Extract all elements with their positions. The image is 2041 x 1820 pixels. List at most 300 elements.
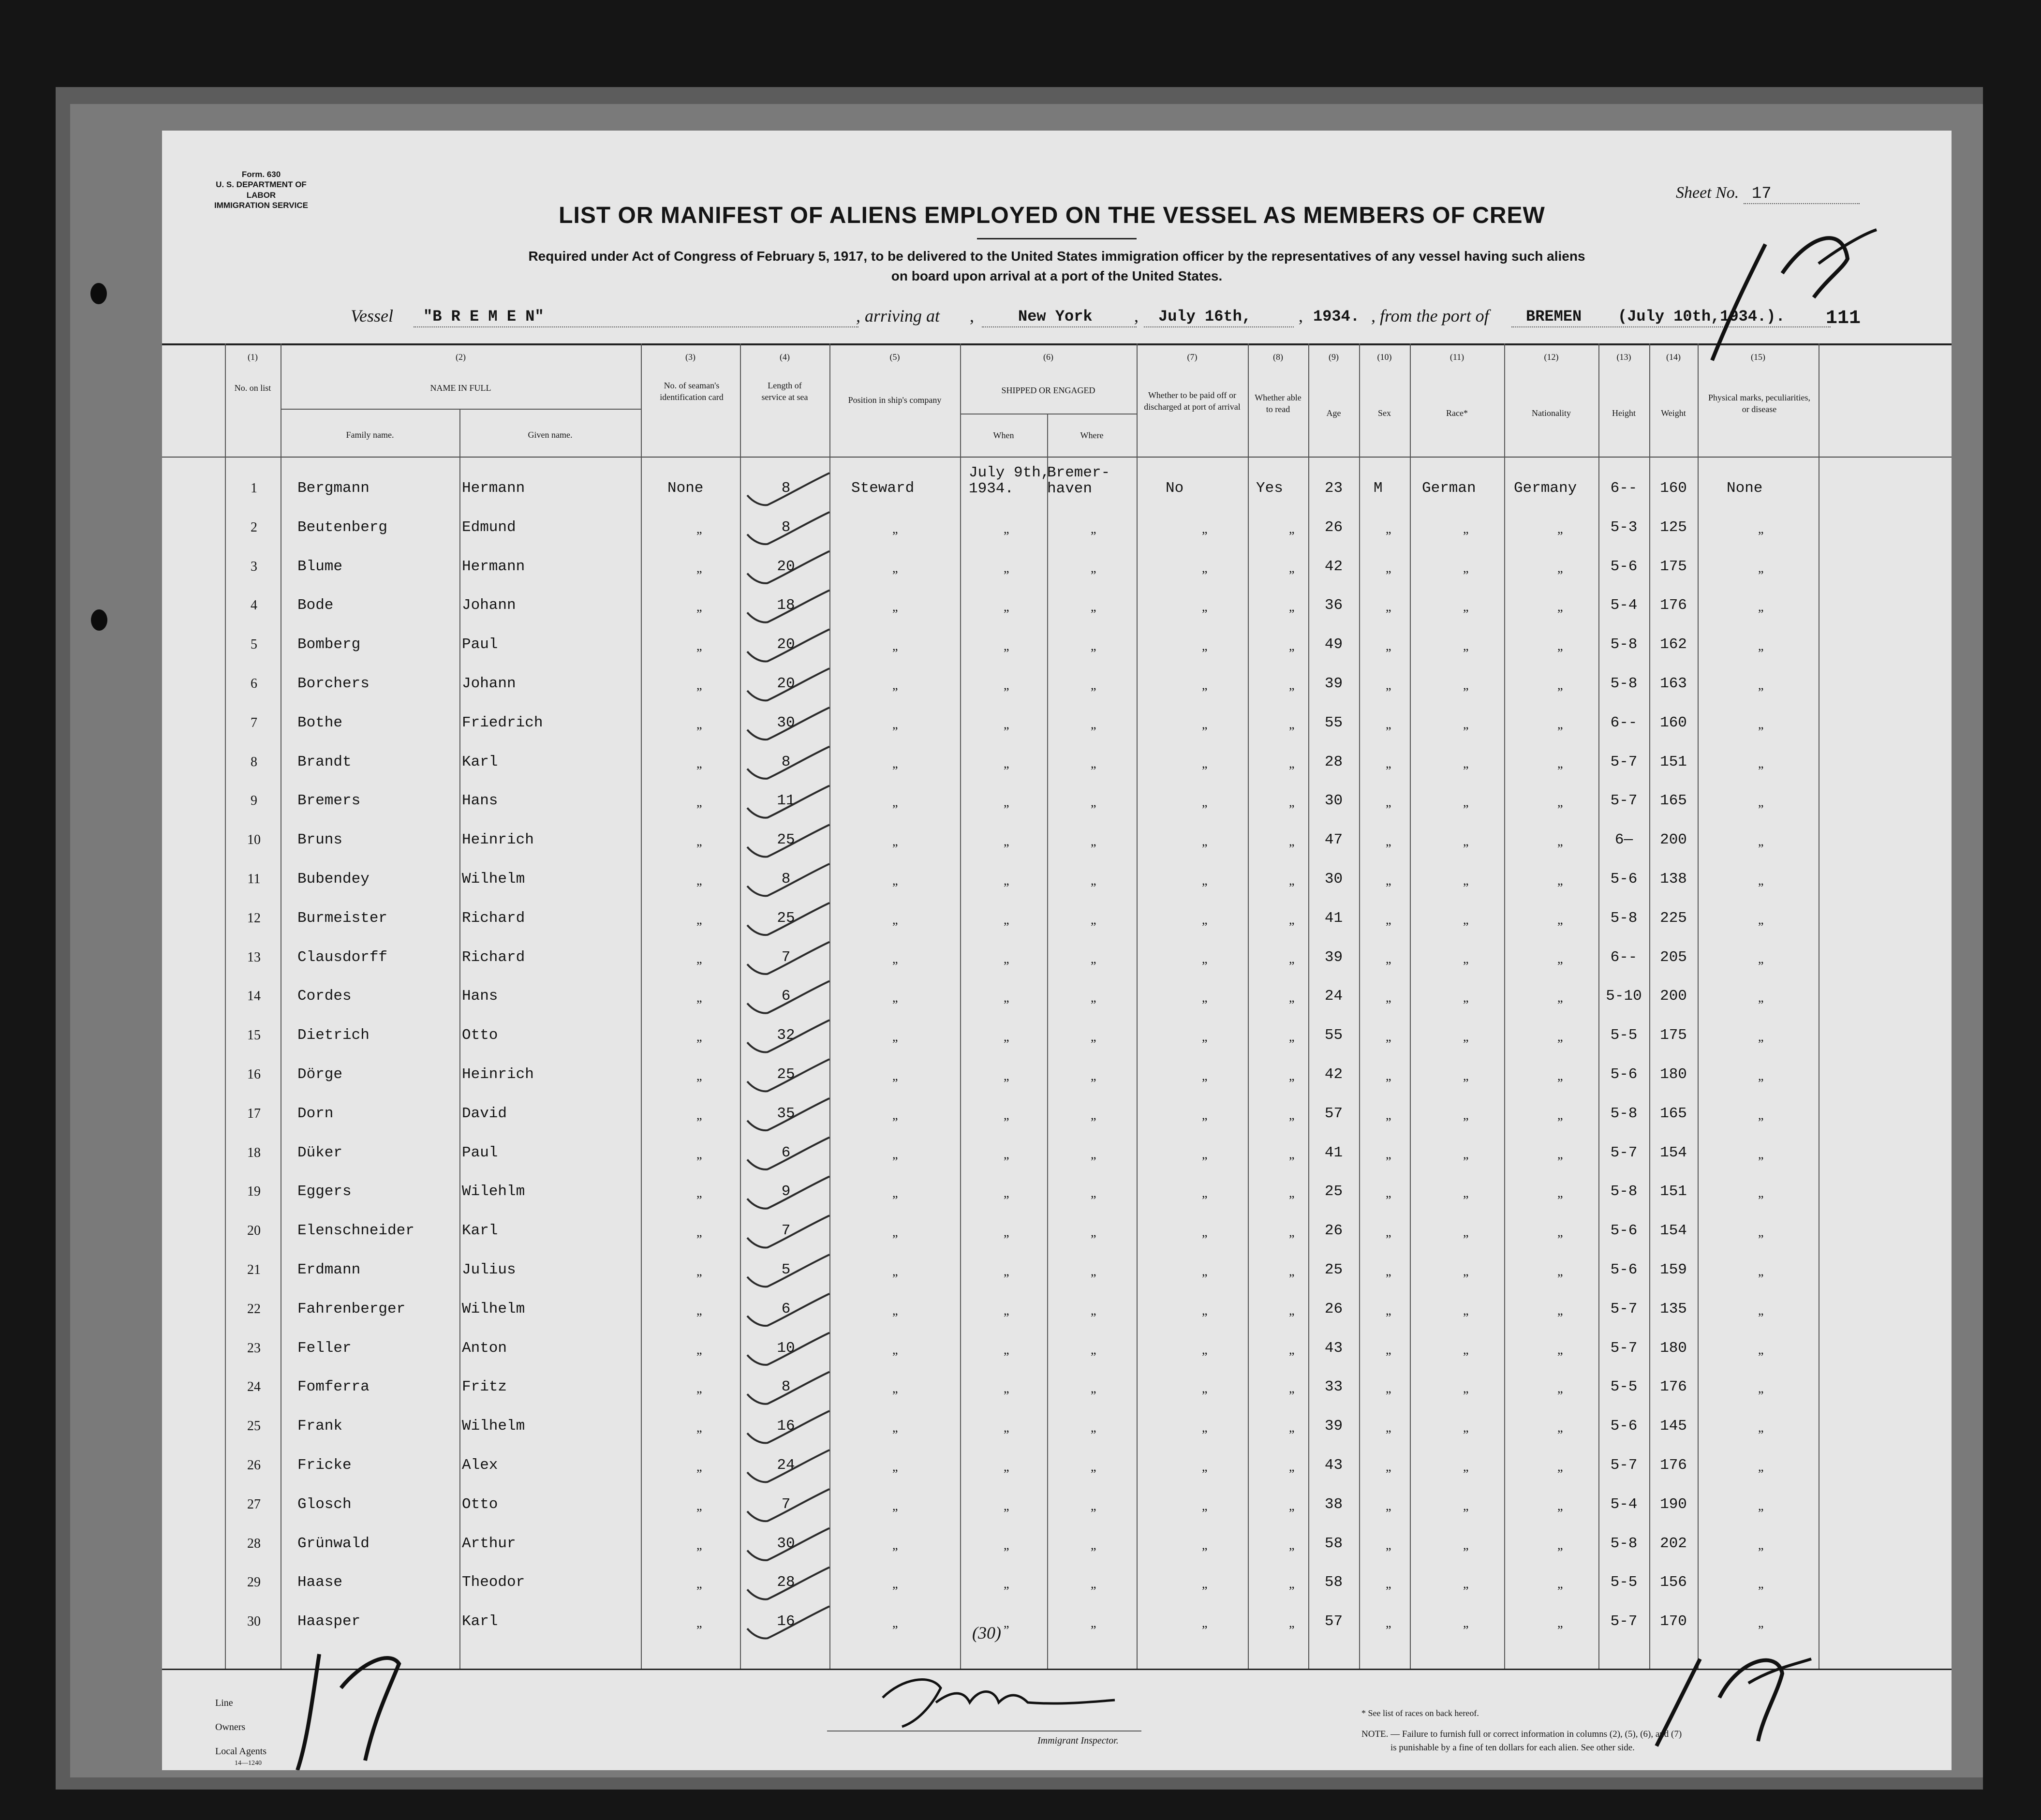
weight: 145 — [1660, 1418, 1687, 1435]
service-length: 16 — [777, 1418, 795, 1435]
height: 6-- — [1610, 949, 1638, 966]
service-length: 9 — [781, 1183, 791, 1200]
sheet-number-value: 17 — [1751, 185, 1772, 203]
ditto-mark-sex: „ — [1386, 639, 1391, 653]
ditto-mark-nationality: „ — [1557, 561, 1563, 575]
given-name: Hans — [462, 988, 498, 1005]
ditto-mark-race: „ — [1463, 1616, 1469, 1630]
ditto-mark-where: „ — [1091, 1264, 1096, 1278]
ditto-mark-marks: „ — [1758, 1460, 1764, 1474]
ditto-mark-nationality: „ — [1557, 756, 1563, 770]
ditto-mark-when: „ — [1004, 1108, 1009, 1122]
height: 5-6 — [1610, 558, 1638, 575]
height: 5-7 — [1610, 1301, 1638, 1317]
ditto-mark-able-read: „ — [1289, 834, 1295, 848]
ditto-mark-id-card: „ — [696, 834, 702, 848]
ditto-mark-paid-off: „ — [1202, 522, 1208, 536]
family-name: Clausdorff — [297, 949, 388, 966]
family-name: Bothe — [297, 714, 343, 731]
ditto-mark-position: „ — [892, 678, 898, 692]
age: 42 — [1324, 558, 1343, 575]
ditto-mark-position: „ — [892, 1577, 898, 1591]
ditto-mark-position: „ — [892, 1264, 898, 1278]
ditto-mark-paid-off: „ — [1202, 1030, 1208, 1044]
ditto-mark-paid-off: „ — [1202, 1538, 1208, 1552]
age: 43 — [1324, 1340, 1343, 1357]
height: 5-7 — [1610, 1613, 1638, 1630]
ditto-mark-nationality: „ — [1557, 1108, 1563, 1122]
ditto-mark-where: „ — [1091, 756, 1096, 770]
ditto-mark-marks: „ — [1758, 1499, 1764, 1513]
check-mark — [747, 903, 829, 935]
ditto-mark-able-read: „ — [1289, 639, 1295, 653]
ditto-mark-able-read: „ — [1289, 1343, 1295, 1357]
check-mark — [747, 1567, 829, 1599]
ditto-mark-able-read: „ — [1289, 1147, 1295, 1161]
ditto-mark-when: „ — [1004, 1460, 1009, 1474]
ditto-mark-sex: „ — [1386, 1616, 1391, 1630]
row-number: 9 — [251, 793, 257, 808]
ditto-mark-when: „ — [1004, 1147, 1009, 1161]
given-name: Hermann — [462, 558, 525, 575]
handwritten-mark-top — [1698, 215, 1891, 370]
ditto-mark-race: „ — [1463, 1381, 1469, 1395]
row-1-where: Bremer- haven — [1047, 464, 1110, 497]
ditto-mark-nationality: „ — [1557, 639, 1563, 653]
row-number: 1 — [251, 481, 257, 496]
row-number: 18 — [247, 1145, 261, 1160]
punch-hole — [91, 609, 107, 631]
check-mark — [747, 1450, 829, 1482]
footer-local-agents-label: Local Agents — [215, 1746, 267, 1757]
check-mark — [747, 942, 829, 974]
ditto-mark-sex: „ — [1386, 1499, 1391, 1513]
ditto-mark-sex: „ — [1386, 1030, 1391, 1044]
comma: , — [970, 306, 974, 326]
ditto-mark-race: „ — [1463, 1343, 1469, 1357]
pencil-check-marks — [162, 131, 1952, 1770]
weight: 205 — [1660, 949, 1687, 966]
weight: 125 — [1660, 519, 1687, 536]
row-number: 8 — [251, 755, 257, 769]
weight: 135 — [1660, 1301, 1687, 1317]
ditto-mark-where: „ — [1091, 873, 1096, 888]
col-num-7: (7) — [1187, 352, 1198, 362]
ditto-mark-marks: „ — [1758, 834, 1764, 848]
ditto-mark-when: „ — [1004, 561, 1009, 575]
row-1-paid-off: No — [1166, 480, 1184, 497]
ditto-mark-sex: „ — [1386, 1147, 1391, 1161]
ditto-mark-marks: „ — [1758, 1381, 1764, 1395]
ditto-mark-marks: „ — [1758, 913, 1764, 927]
age: 28 — [1324, 754, 1343, 770]
ditto-mark-race: „ — [1463, 1225, 1469, 1239]
service-length: 8 — [781, 754, 791, 770]
age: 25 — [1324, 1183, 1343, 1200]
ditto-mark-id-card: „ — [696, 756, 702, 770]
ditto-mark-marks: „ — [1758, 952, 1764, 966]
col-num-9: (9) — [1329, 352, 1339, 362]
row-1-able-read: Yes — [1256, 480, 1283, 497]
ditto-mark-when: „ — [1004, 1616, 1009, 1630]
ditto-mark-when: „ — [1004, 1381, 1009, 1395]
ditto-mark-able-read: „ — [1289, 561, 1295, 575]
height: 5-5 — [1610, 1378, 1638, 1395]
service-length: 6 — [781, 1144, 791, 1161]
family-name: Dörge — [297, 1066, 343, 1083]
height: 5-6 — [1610, 1261, 1638, 1278]
height: 5-7 — [1610, 792, 1638, 809]
weight: 176 — [1660, 597, 1687, 614]
ditto-mark-id-card: „ — [696, 991, 702, 1005]
ditto-mark-nationality: „ — [1557, 873, 1563, 888]
weight: 151 — [1660, 754, 1687, 770]
row-1-marks: None — [1727, 480, 1763, 497]
ditto-mark-when: „ — [1004, 678, 1009, 692]
ditto-mark-paid-off: „ — [1202, 756, 1208, 770]
ditto-mark-nationality: „ — [1557, 522, 1563, 536]
weight: 175 — [1660, 558, 1687, 575]
ditto-mark-id-card: „ — [696, 913, 702, 927]
ditto-mark-position: „ — [892, 756, 898, 770]
header-able-read: Whether able to read — [1255, 393, 1302, 414]
ditto-mark-id-card: „ — [696, 952, 702, 966]
ditto-mark-sex: „ — [1386, 1381, 1391, 1395]
service-length: 30 — [777, 1535, 795, 1552]
ditto-mark-paid-off: „ — [1202, 834, 1208, 848]
weight: 151 — [1660, 1183, 1687, 1200]
header-marks: Physical marks, peculiarities, or disease — [1708, 393, 1810, 414]
ditto-mark-when: „ — [1004, 1186, 1009, 1200]
weight: 176 — [1660, 1378, 1687, 1395]
comma: , — [1299, 306, 1303, 326]
ditto-mark-where: „ — [1091, 1499, 1096, 1513]
col-num-11: (11) — [1449, 352, 1464, 362]
header-where: Where — [1080, 430, 1104, 440]
service-length: 8 — [781, 480, 791, 497]
ditto-mark-paid-off: „ — [1202, 678, 1208, 692]
service-length: 25 — [777, 831, 795, 848]
weight: 154 — [1660, 1222, 1687, 1239]
col-num-10: (10) — [1377, 352, 1392, 362]
ditto-mark-id-card: „ — [696, 1538, 702, 1552]
ditto-mark-sex: „ — [1386, 717, 1391, 731]
height: 5-8 — [1610, 1105, 1638, 1122]
height: 5-8 — [1610, 1535, 1638, 1552]
ditto-mark-where: „ — [1091, 1303, 1096, 1317]
ditto-mark-paid-off: „ — [1202, 1577, 1208, 1591]
ditto-mark-race: „ — [1463, 1069, 1469, 1083]
height: 6-- — [1610, 714, 1638, 731]
weight: 180 — [1660, 1066, 1687, 1083]
age: 36 — [1324, 597, 1343, 614]
check-mark — [747, 1489, 829, 1521]
col-num-1: (1) — [248, 352, 258, 362]
ditto-mark-position: „ — [892, 561, 898, 575]
age: 57 — [1324, 1613, 1343, 1630]
age: 55 — [1324, 1027, 1343, 1044]
height: 5-4 — [1610, 597, 1638, 614]
service-length: 35 — [777, 1105, 795, 1122]
check-mark — [747, 551, 829, 583]
weight: 175 — [1660, 1027, 1687, 1044]
ditto-mark-id-card: „ — [696, 1303, 702, 1317]
ditto-mark-nationality: „ — [1557, 1577, 1563, 1591]
ditto-mark-race: „ — [1463, 756, 1469, 770]
ditto-mark-race: „ — [1463, 717, 1469, 731]
family-name: Elenschneider — [297, 1222, 414, 1239]
header-paid-off: Whether to be paid off or discharged at port of arrival — [1144, 390, 1241, 412]
ditto-mark-position: „ — [892, 1225, 898, 1239]
ditto-mark-id-card: „ — [696, 1381, 702, 1395]
ditto-mark-marks: „ — [1758, 1420, 1764, 1435]
given-name: Anton — [462, 1340, 507, 1357]
height: 5-7 — [1610, 1457, 1638, 1474]
row-number: 29 — [247, 1575, 261, 1590]
ditto-mark-marks: „ — [1758, 1030, 1764, 1044]
ditto-mark-nationality: „ — [1557, 1264, 1563, 1278]
row-1-race: German — [1422, 480, 1476, 497]
given-name: Wilehlm — [462, 1183, 525, 1200]
ditto-mark-position: „ — [892, 1460, 898, 1474]
family-name: Glosch — [297, 1496, 352, 1513]
ditto-mark-sex: „ — [1386, 1186, 1391, 1200]
ditto-mark-where: „ — [1091, 1381, 1096, 1395]
ditto-mark-able-read: „ — [1289, 1499, 1295, 1513]
ditto-mark-able-read: „ — [1289, 1108, 1295, 1122]
weight: 225 — [1660, 910, 1687, 927]
age: 25 — [1324, 1261, 1343, 1278]
family-name: Beutenberg — [297, 519, 388, 536]
ditto-mark-id-card: „ — [696, 522, 702, 536]
ditto-mark-able-read: „ — [1289, 1538, 1295, 1552]
arrival-year: 1934. — [1313, 308, 1360, 326]
ditto-mark-sex: „ — [1386, 1538, 1391, 1552]
sheet-label: Sheet No. — [1676, 184, 1739, 202]
ditto-mark-able-read: „ — [1289, 1577, 1295, 1591]
ditto-mark-when: „ — [1004, 522, 1009, 536]
row-number: 30 — [247, 1614, 261, 1629]
weight: 176 — [1660, 1457, 1687, 1474]
age: 43 — [1324, 1457, 1343, 1474]
family-name: Dorn — [297, 1105, 334, 1122]
ditto-mark-where: „ — [1091, 991, 1096, 1005]
ditto-mark-able-read: „ — [1289, 991, 1295, 1005]
ditto-mark-sex: „ — [1386, 1420, 1391, 1435]
ditto-mark-sex: „ — [1386, 1343, 1391, 1357]
service-length: 32 — [777, 1027, 795, 1044]
footer-line-label: Line — [215, 1698, 233, 1708]
ditto-mark-paid-off: „ — [1202, 1069, 1208, 1083]
ditto-mark-nationality: „ — [1557, 717, 1563, 731]
manifest-sheet — [162, 131, 1952, 1770]
service-length: 7 — [781, 1222, 791, 1239]
ditto-mark-sex: „ — [1386, 756, 1391, 770]
ditto-mark-marks: „ — [1758, 1616, 1764, 1630]
ditto-mark-position: „ — [892, 1499, 898, 1513]
height: 5-6 — [1610, 1066, 1638, 1083]
ditto-mark-position: „ — [892, 1186, 898, 1200]
ditto-mark-id-card: „ — [696, 1460, 702, 1474]
ditto-mark-able-read: „ — [1289, 913, 1295, 927]
ditto-mark-position: „ — [892, 952, 898, 966]
ditto-mark-when: „ — [1004, 1264, 1009, 1278]
ditto-mark-race: „ — [1463, 639, 1469, 653]
weight: 170 — [1660, 1613, 1687, 1630]
ditto-mark-nationality: „ — [1557, 600, 1563, 614]
check-mark — [747, 1020, 829, 1052]
weight: 200 — [1660, 988, 1687, 1005]
age: 41 — [1324, 910, 1343, 927]
ditto-mark-marks: „ — [1758, 873, 1764, 888]
ditto-mark-id-card: „ — [696, 1186, 702, 1200]
check-mark — [747, 1333, 829, 1365]
height: 6— — [1614, 831, 1633, 848]
ditto-mark-marks: „ — [1758, 991, 1764, 1005]
row-number: 7 — [251, 715, 257, 730]
given-name: Wilhelm — [462, 871, 525, 888]
ditto-mark-race: „ — [1463, 952, 1469, 966]
ditto-mark-paid-off: „ — [1202, 1186, 1208, 1200]
ditto-mark-race: „ — [1463, 1577, 1469, 1591]
service-length: 20 — [777, 636, 795, 653]
ditto-mark-where: „ — [1091, 795, 1096, 809]
ditto-mark-marks: „ — [1758, 1264, 1764, 1278]
ditto-mark-where: „ — [1091, 678, 1096, 692]
ditto-mark-position: „ — [892, 522, 898, 536]
family-name: Bremers — [297, 792, 361, 809]
ditto-mark-id-card: „ — [696, 1030, 702, 1044]
check-mark — [747, 981, 829, 1013]
check-mark — [747, 1176, 829, 1208]
comma: , — [1134, 306, 1139, 326]
ditto-mark-paid-off: „ — [1202, 1616, 1208, 1630]
ditto-mark-race: „ — [1463, 1538, 1469, 1552]
family-name: Bergmann — [297, 480, 370, 497]
height: 5-7 — [1610, 1144, 1638, 1161]
ditto-mark-paid-off: „ — [1202, 1499, 1208, 1513]
check-mark — [747, 629, 829, 661]
ditto-mark-able-read: „ — [1289, 952, 1295, 966]
check-mark — [747, 1098, 829, 1130]
row-number: 22 — [247, 1302, 261, 1317]
given-name: Theodor — [462, 1574, 525, 1591]
row-number: 20 — [247, 1223, 261, 1238]
ditto-mark-paid-off: „ — [1202, 639, 1208, 653]
ditto-mark-where: „ — [1091, 1460, 1096, 1474]
given-name: Hans — [462, 792, 498, 809]
weight: 180 — [1660, 1340, 1687, 1357]
weight: 162 — [1660, 636, 1687, 653]
ditto-mark-paid-off: „ — [1202, 991, 1208, 1005]
ditto-mark-id-card: „ — [696, 600, 702, 614]
given-name: Edmund — [462, 519, 516, 536]
row-number: 11 — [247, 872, 261, 887]
inspector-label: Immigrant Inspector. — [1037, 1735, 1119, 1746]
height: 5-7 — [1610, 754, 1638, 770]
ditto-mark-sex: „ — [1386, 678, 1391, 692]
ditto-mark-id-card: „ — [696, 1069, 702, 1083]
ditto-mark-marks: „ — [1758, 1108, 1764, 1122]
col-num-15: (15) — [1751, 352, 1765, 362]
ditto-mark-paid-off: „ — [1202, 1147, 1208, 1161]
weight: 160 — [1660, 480, 1687, 497]
ditto-mark-able-read: „ — [1289, 600, 1295, 614]
ditto-mark-where: „ — [1091, 1343, 1096, 1357]
ditto-mark-able-read: „ — [1289, 1030, 1295, 1044]
given-name: Richard — [462, 949, 525, 966]
ditto-mark-where: „ — [1091, 1069, 1096, 1083]
ditto-mark-marks: „ — [1758, 1069, 1764, 1083]
service-length: 28 — [777, 1574, 795, 1591]
ditto-mark-paid-off: „ — [1202, 913, 1208, 927]
col-num-3: (3) — [685, 352, 695, 362]
ditto-mark-when: „ — [1004, 873, 1009, 888]
service-length: 18 — [777, 597, 795, 614]
check-mark — [747, 590, 829, 622]
age: 58 — [1324, 1574, 1343, 1591]
family-name: Eggers — [297, 1183, 352, 1200]
ditto-mark-nationality: „ — [1557, 1186, 1563, 1200]
ditto-mark-marks: „ — [1758, 717, 1764, 731]
ditto-mark-paid-off: „ — [1202, 1460, 1208, 1474]
weight: 200 — [1660, 831, 1687, 848]
family-name: Brandt — [297, 754, 352, 770]
ditto-mark-when: „ — [1004, 1225, 1009, 1239]
ditto-mark-sex: „ — [1386, 1577, 1391, 1591]
ditto-mark-able-read: „ — [1289, 873, 1295, 888]
ditto-mark-race: „ — [1463, 1303, 1469, 1317]
ditto-mark-id-card: „ — [696, 873, 702, 888]
ditto-mark-id-card: „ — [696, 639, 702, 653]
row-number: 12 — [247, 911, 261, 926]
ditto-mark-where: „ — [1091, 834, 1096, 848]
ditto-mark-position: „ — [892, 600, 898, 614]
row-number: 3 — [251, 559, 257, 574]
ditto-mark-able-read: „ — [1289, 1186, 1295, 1200]
ditto-mark-where: „ — [1091, 639, 1096, 653]
given-name: Friedrich — [462, 714, 543, 731]
family-name: Dietrich — [297, 1027, 370, 1044]
ditto-mark-nationality: „ — [1557, 913, 1563, 927]
arrival-date: July 16th, — [1158, 308, 1252, 326]
check-mark — [747, 473, 829, 505]
service-length: 20 — [777, 675, 795, 692]
ditto-mark-id-card: „ — [696, 1264, 702, 1278]
ditto-mark-where: „ — [1091, 1147, 1096, 1161]
ditto-mark-marks: „ — [1758, 1577, 1764, 1591]
ditto-mark-race: „ — [1463, 678, 1469, 692]
ditto-mark-race: „ — [1463, 1030, 1469, 1044]
ditto-mark-nationality: „ — [1557, 1030, 1563, 1044]
header-age: Age — [1326, 408, 1341, 418]
ditto-mark-race: „ — [1463, 1420, 1469, 1435]
family-name: Feller — [297, 1340, 352, 1357]
ditto-mark-when: „ — [1004, 639, 1009, 653]
check-mark — [747, 668, 829, 700]
vessel-name: "B R E M E N" — [423, 308, 544, 326]
ditto-mark-nationality: „ — [1557, 1381, 1563, 1395]
ditto-mark-nationality: „ — [1557, 678, 1563, 692]
ditto-mark-where: „ — [1091, 717, 1096, 731]
check-mark — [747, 1294, 829, 1326]
height: 5-8 — [1610, 675, 1638, 692]
ditto-mark-able-read: „ — [1289, 717, 1295, 731]
ditto-mark-position: „ — [892, 1030, 898, 1044]
height: 5-8 — [1610, 636, 1638, 653]
header-sex: Sex — [1378, 408, 1391, 418]
ditto-mark-paid-off: „ — [1202, 1381, 1208, 1395]
